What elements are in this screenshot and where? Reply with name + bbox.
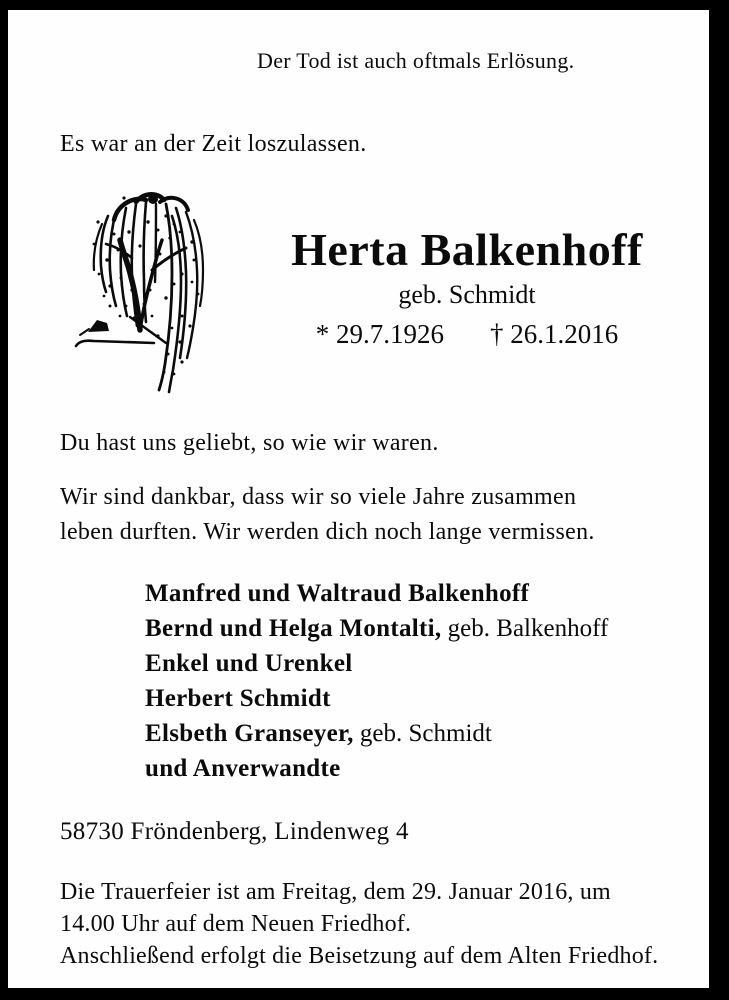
funeral-info	[60, 876, 658, 972]
thanks-paragraph	[60, 480, 595, 550]
death-date: † 26.1.2016	[490, 319, 619, 349]
funeral-line-2: 14.00 Uhr auf dem Neuen Friedhof.	[60, 911, 412, 937]
deceased-block	[252, 224, 682, 350]
epigraph-line: Der Tod ist auch oftmals Erlösung.	[257, 48, 575, 73]
mourner-row	[145, 751, 608, 786]
mourner-suffix: geb. Balkenhoff	[441, 615, 609, 642]
mourner-name: und Anverwandte	[145, 755, 341, 782]
foliage-dots	[93, 196, 200, 375]
mourners-list	[145, 576, 608, 786]
funeral-line-1: Die Trauerfeier ist am Freitag, dem 29. Januar 2016, um	[60, 879, 611, 905]
life-dates	[252, 318, 682, 350]
mourner-suffix: geb. Schmidt	[353, 720, 492, 747]
mourner-row	[145, 681, 608, 716]
mourner-name: Manfred und Waltraud Balkenhoff	[145, 580, 530, 607]
birth-date: * 29.7.1926	[315, 319, 444, 349]
opening-line: Es war an der Zeit loszulassen.	[60, 131, 367, 157]
weeping-willow-icon	[74, 186, 232, 398]
deceased-name: Herta Balkenhoff	[291, 224, 643, 275]
mourner-row	[145, 646, 608, 681]
mourner-row	[145, 716, 608, 751]
mourner-row	[145, 611, 608, 646]
thanks-line-1: Wir sind dankbar, dass wir so viele Jahre zusammen	[60, 484, 577, 510]
mourner-name: Elsbeth Granseyer,	[145, 720, 354, 747]
funeral-line-3: Anschließend erfolgt die Beisetzung auf dem Alten Friedhof.	[60, 943, 659, 969]
thanks-line-2: leben durften. Wir werden dich noch lange vermissen.	[60, 519, 595, 545]
obituary-page	[8, 10, 709, 988]
address-line: 58730 Fröndenberg, Lindenweg 4	[60, 818, 409, 845]
mourner-name: Bernd und Helga Montalti,	[145, 615, 442, 642]
mourner-row	[145, 576, 608, 611]
maiden-name: geb. Schmidt	[398, 280, 536, 309]
tribute-line: Du hast uns geliebt, so wie wir waren.	[60, 430, 439, 456]
mourner-name: Herbert Schmidt	[145, 685, 331, 712]
mourner-name: Enkel und Urenkel	[145, 650, 353, 677]
